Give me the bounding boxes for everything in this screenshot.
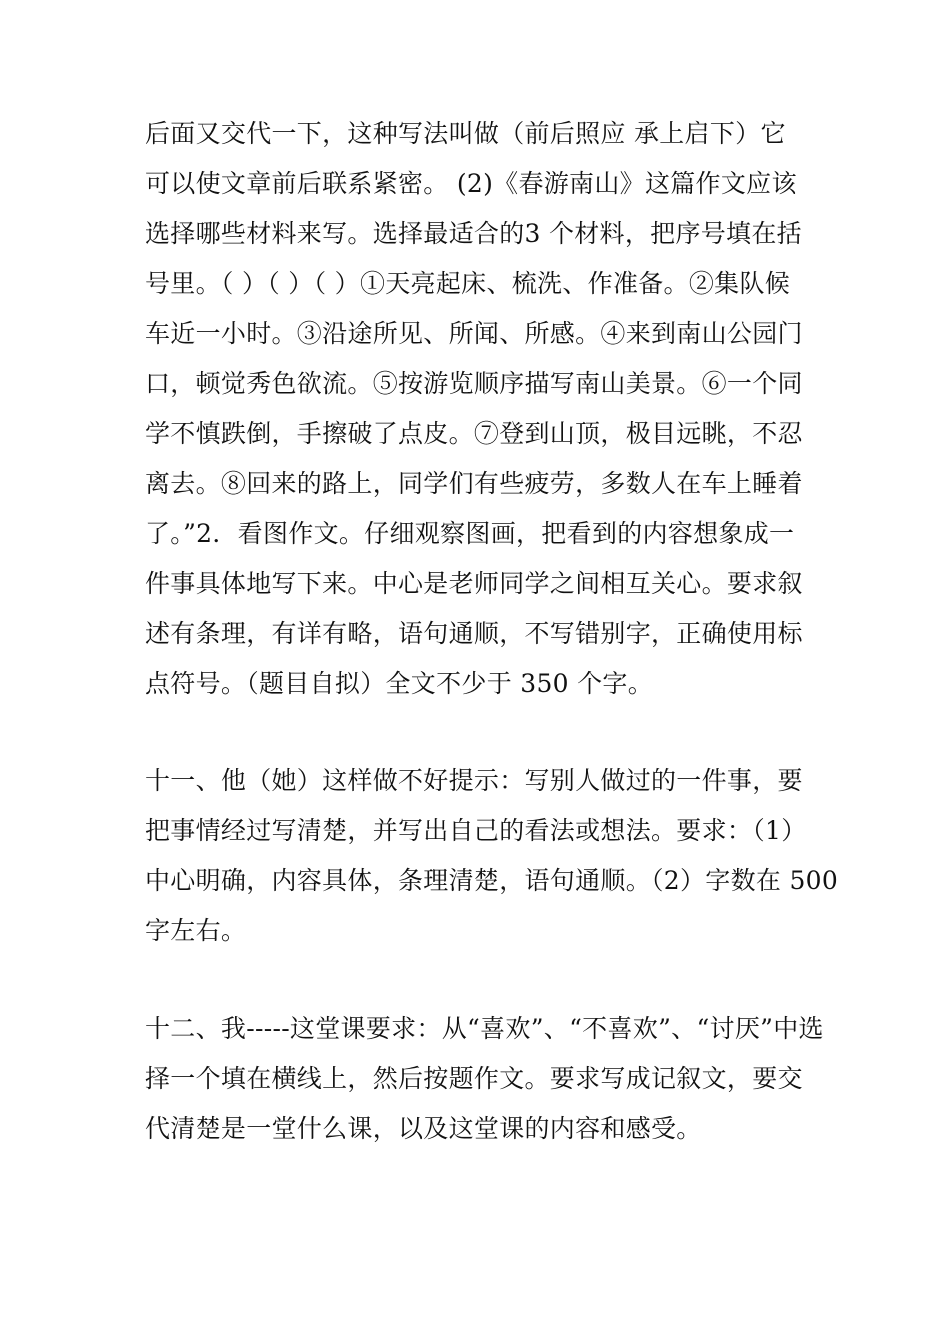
text-line: 字左右。: [145, 916, 247, 945]
text-line: 离去。⑧回来的路上，同学们有些疲劳，多数人在车上睡着: [145, 469, 803, 498]
text-line: 号里。（ ）（ ）（ ）①天亮起床、梳洗、作准备。②集队候: [145, 269, 791, 298]
text-line: 可以使文章前后联系紧密。 (2)《春游南山》这篇作文应该: [145, 169, 797, 198]
text-line: 述有条理，有详有略，语句通顺，不写错别字，正确使用标: [145, 619, 803, 648]
text-line: 十一、他（她）这样做不好提示：写别人做过的一件事，要: [145, 766, 803, 795]
text-line: 件事具体地写下来。中心是老师同学之间相互关心。要求叙: [145, 569, 803, 598]
text-line: 学不慎跌倒，手擦破了点皮。⑦登到山顶，极目远眺，不忍: [145, 419, 803, 448]
text-line: 点符号。（题目自拟）全文不少于 350 个字。: [145, 669, 654, 698]
text-line: 后面又交代一下，这种写法叫做（前后照应 承上启下）它: [145, 119, 786, 148]
text-line: 选择哪些材料来写。选择最适合的3 个材料，把序号填在括: [145, 219, 802, 248]
text-line: 把事情经过写清楚，并写出自己的看法或想法。要求：（1）: [145, 816, 807, 845]
text-line: 口，顿觉秀色欲流。⑤按游览顺序描写南山美景。⑥一个同: [145, 369, 803, 398]
text-line: 车近一小时。③沿途所见、所闻、所感。④来到南山公园门: [145, 319, 803, 348]
text-line: 了。”2．看图作文。仔细观察图画，把看到的内容想象成一: [145, 519, 795, 548]
text-line: 十二、我-----这堂课要求：从“喜欢”、“不喜欢”、“讨厌”中选: [145, 1014, 824, 1043]
text-line: 中心明确，内容具体，条理清楚，语句通顺。（2）字数在 500: [145, 866, 839, 895]
text-line: 择一个填在横线上，然后按题作文。要求写成记叙文，要交: [145, 1064, 803, 1093]
text-line: 代清楚是一堂什么课，以及这堂课的内容和感受。: [145, 1114, 702, 1143]
